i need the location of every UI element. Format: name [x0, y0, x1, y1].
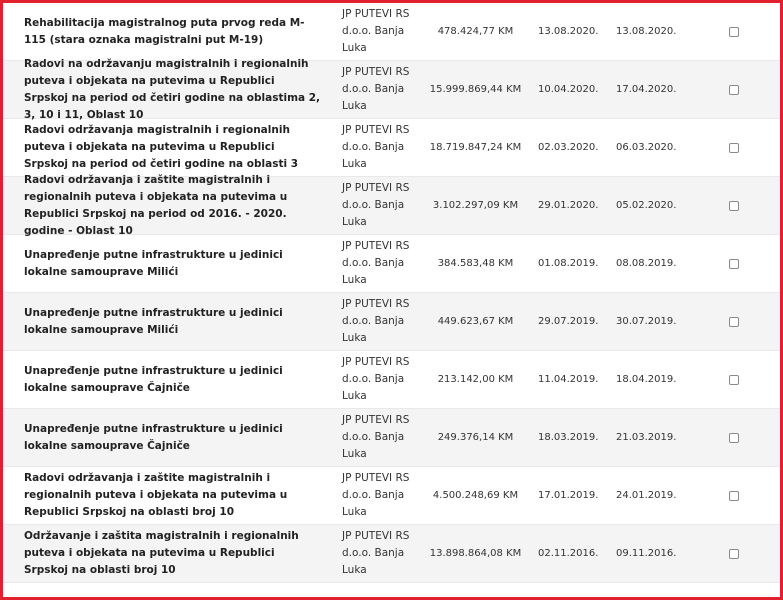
row-checkbox[interactable] — [729, 375, 739, 385]
table-row[interactable] — [3, 3, 780, 61]
row-checkbox[interactable] — [729, 143, 739, 153]
contracting-authority: JP PUTEVI RS d.o.o. Banja Luka — [342, 414, 410, 460]
deadline-date: 30.07.2019. — [616, 316, 677, 327]
contracting-authority: JP PUTEVI RS d.o.o. Banja Luka — [342, 8, 410, 54]
publish-date: 18.03.2019. — [538, 432, 599, 443]
tender-name[interactable]: Unapređenje putne infrastrukture u jedinici lokalne samouprave Milići — [24, 306, 283, 336]
row-checkbox[interactable] — [729, 201, 739, 211]
table-row[interactable] — [3, 467, 780, 525]
publish-date: 17.01.2019. — [538, 490, 599, 501]
contracting-authority: JP PUTEVI RS d.o.o. Banja Luka — [342, 124, 410, 170]
tender-amount: 384.583,48 KM — [437, 258, 514, 269]
contracting-authority: JP PUTEVI RS d.o.o. Banja Luka — [342, 182, 410, 228]
deadline-date: 13.08.2020. — [616, 26, 677, 37]
deadline-date: 05.02.2020. — [616, 200, 677, 211]
tender-name[interactable]: Održavanje i zaštita magistralnih i regionalnih puteva i objekata na putevima u Republici Srpskoj na oblasti broj 10 — [24, 530, 299, 576]
contracting-authority: JP PUTEVI RS d.o.o. Banja Luka — [342, 472, 410, 518]
publish-date: 29.01.2020. — [538, 200, 599, 211]
deadline-date: 17.04.2020. — [616, 84, 677, 95]
row-checkbox[interactable] — [729, 549, 739, 559]
tender-name[interactable]: Rehabilitacija magistralnog puta prvog reda M-115 (stara oznaka magistralni put M-19) — [24, 16, 305, 46]
tender-name[interactable]: Unapređenje putne infrastrukture u jedinici lokalne samouprave Milići — [24, 248, 283, 278]
contracting-authority: JP PUTEVI RS d.o.o. Banja Luka — [342, 530, 410, 576]
publish-date: 02.11.2016. — [538, 548, 599, 559]
tender-name[interactable]: Radovi na održavanju magistralnih i regionalnih puteva i objekata na putevima u Republici Srpskoj na period od četiri godine na oblastima 2, 3, 10 i 11, Oblast 10 — [24, 57, 321, 121]
tender-name[interactable]: Radovi održavanja i zaštite magistralnih i regionalnih puteva i objekata na putevima u Republici Srpskoj na oblasti broj 10 — [24, 472, 288, 518]
tender-amount: 4.500.248,69 KM — [432, 490, 519, 501]
deadline-date: 21.03.2019. — [616, 432, 677, 443]
tender-amount: 213.142,00 KM — [437, 374, 514, 385]
deadline-date: 08.08.2019. — [616, 258, 677, 269]
row-checkbox[interactable] — [729, 491, 739, 501]
table-row[interactable] — [3, 525, 780, 583]
tender-amount: 249.376,14 KM — [437, 432, 514, 443]
tender-amount: 449.623,67 KM — [437, 316, 514, 327]
tenders-table — [3, 3, 780, 597]
table-row[interactable] — [3, 173, 780, 237]
publish-date: 01.08.2019. — [538, 258, 599, 269]
publish-date: 13.08.2020. — [538, 26, 599, 37]
tender-amount: 3.102.297,09 KM — [432, 200, 519, 211]
tender-amount: 478.424,77 KM — [437, 26, 514, 37]
deadline-date: 09.11.2016. — [616, 548, 677, 559]
publish-date: 29.07.2019. — [538, 316, 599, 327]
tender-amount: 13.898.864,08 KM — [429, 548, 522, 559]
deadline-date: 18.04.2019. — [616, 374, 677, 385]
table-row[interactable] — [3, 409, 780, 467]
tender-amount: 18.719.847,24 KM — [429, 142, 522, 153]
tender-name[interactable]: Radovi održavanja magistralnih i regionalnih puteva i objekata na putevima u Republici Srpskoj na period od četiri godine na oblasti 3 — [24, 124, 299, 170]
publish-date: 02.03.2020. — [538, 142, 599, 153]
deadline-date: 06.03.2020. — [616, 142, 677, 153]
tender-name[interactable]: Unapređenje putne infrastrukture u jedinici lokalne samouprave Čajniče — [24, 364, 283, 394]
contracting-authority: JP PUTEVI RS d.o.o. Banja Luka — [342, 356, 410, 402]
row-checkbox[interactable] — [729, 27, 739, 37]
tender-amount: 15.999.869,44 KM — [429, 84, 522, 95]
contracting-authority: JP PUTEVI RS d.o.o. Banja Luka — [342, 298, 410, 344]
row-checkbox[interactable] — [729, 259, 739, 269]
table-row[interactable] — [3, 351, 780, 409]
publish-date: 10.04.2020. — [538, 84, 599, 95]
publish-date: 11.04.2019. — [538, 374, 599, 385]
contracting-authority: JP PUTEVI RS d.o.o. Banja Luka — [342, 66, 410, 112]
row-checkbox[interactable] — [729, 317, 739, 327]
table-row[interactable] — [3, 119, 780, 177]
table-row[interactable] — [3, 235, 780, 293]
row-checkbox[interactable] — [729, 85, 739, 95]
deadline-date: 24.01.2019. — [616, 490, 677, 501]
tender-name[interactable]: Radovi održavanja i zaštite magistralnih i regionalnih puteva i objekata na putevima u Republici Srpskoj na period od 2016. - 2020. godine - Oblast 10 — [24, 173, 288, 237]
table-row[interactable] — [3, 293, 780, 351]
table-row[interactable] — [3, 57, 780, 121]
contracting-authority: JP PUTEVI RS d.o.o. Banja Luka — [342, 240, 410, 286]
tender-name[interactable]: Unapređenje putne infrastrukture u jedinici lokalne samouprave Čajniče — [24, 422, 283, 452]
row-checkbox[interactable] — [729, 433, 739, 443]
